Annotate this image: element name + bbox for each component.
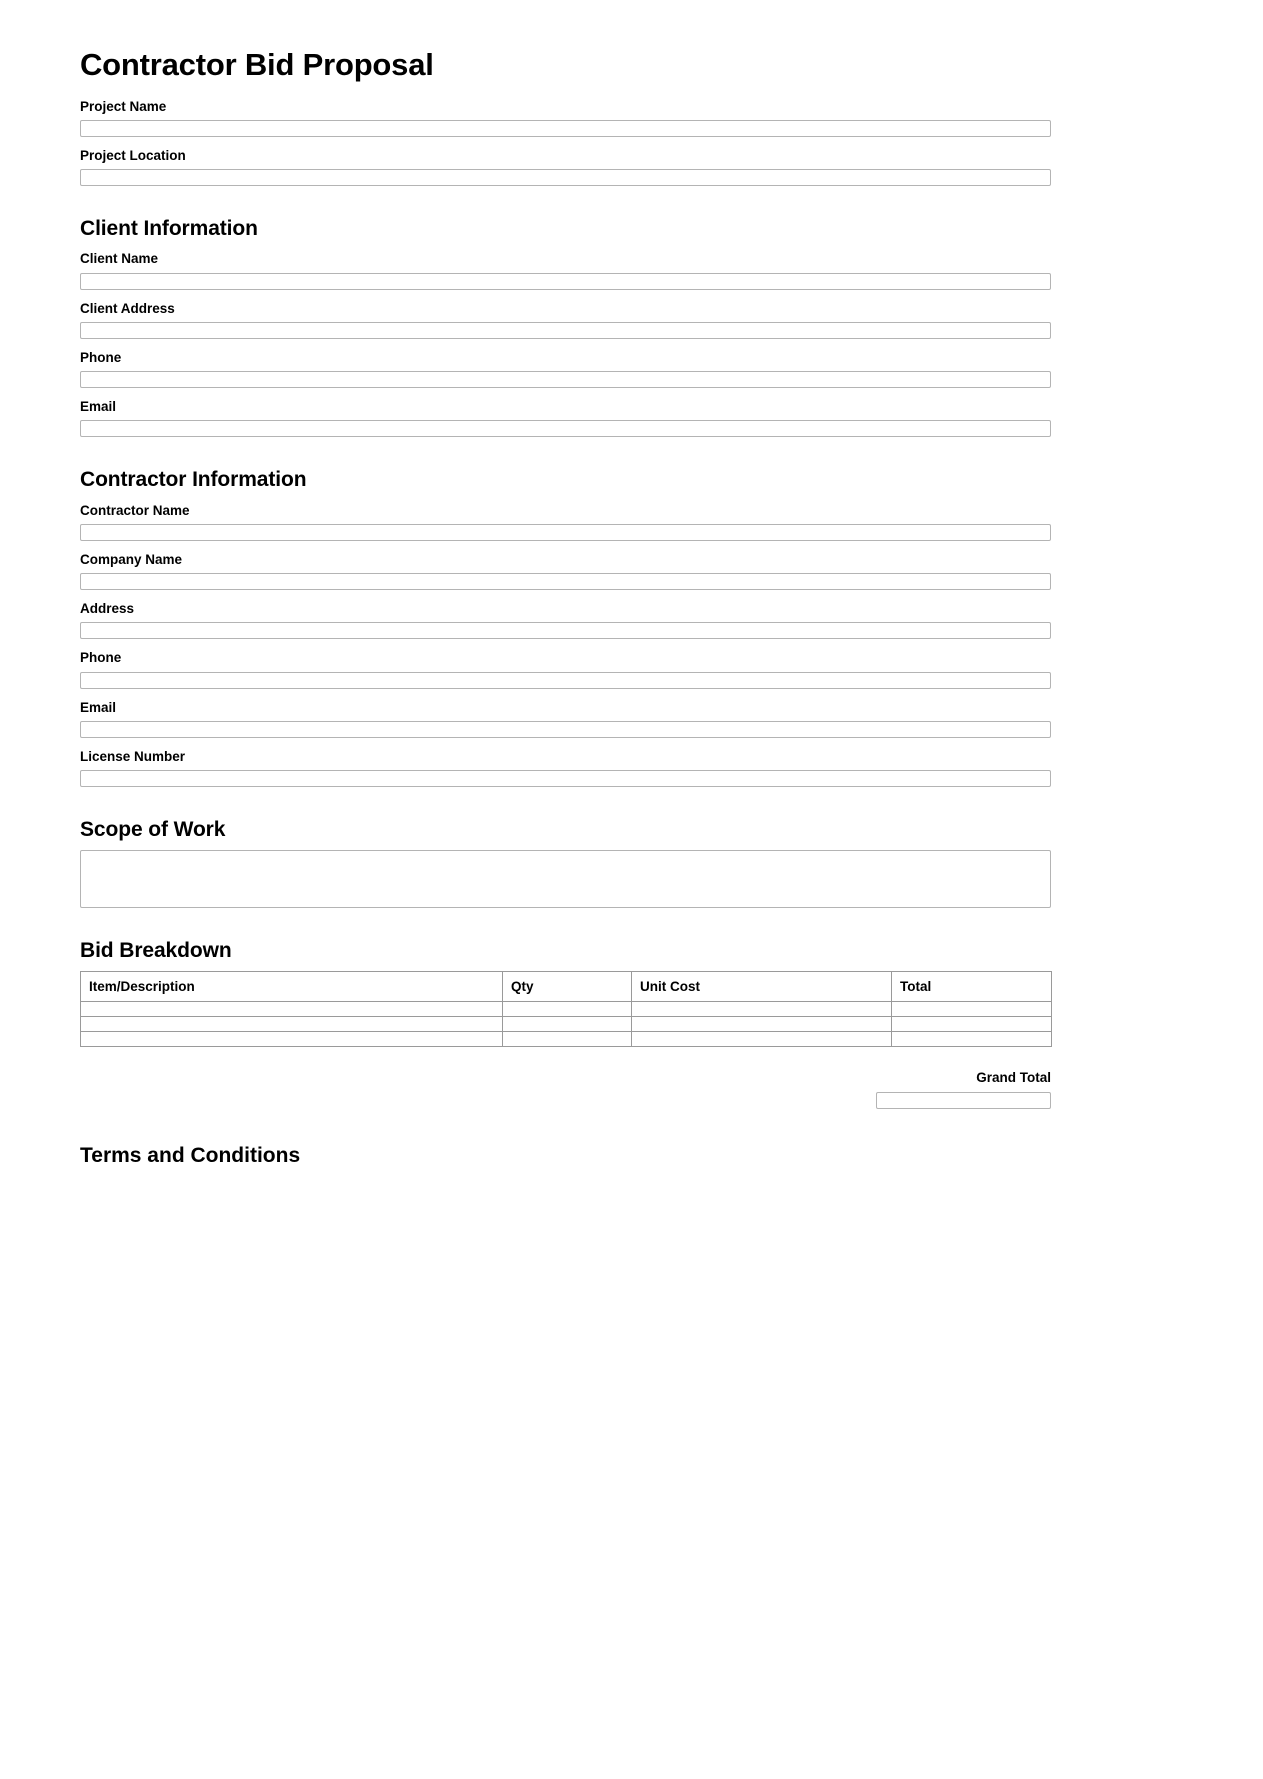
field-client-address [80, 299, 1183, 339]
field-license-number [80, 747, 1183, 787]
table-row [81, 1017, 1052, 1032]
cell-qty[interactable] [503, 1002, 632, 1017]
license-number-input[interactable] [80, 770, 1051, 787]
cell-item[interactable] [81, 1032, 503, 1047]
field-project-name [80, 97, 1183, 137]
column-header-qty: Qty [503, 972, 632, 1002]
field-client-email [80, 397, 1183, 437]
client-information-section [80, 249, 1183, 437]
field-label: Client Name [80, 251, 159, 267]
field-label: Contractor Name [80, 502, 190, 518]
cell-total[interactable] [892, 1002, 1052, 1017]
grand-total-input[interactable] [876, 1092, 1051, 1109]
table-row [81, 1032, 1052, 1047]
cell-unit-cost[interactable] [632, 1032, 892, 1047]
project-section [80, 97, 1183, 187]
bid-breakdown-table [80, 971, 1052, 1047]
field-client-phone [80, 348, 1183, 388]
contractor-phone-input[interactable] [80, 672, 1051, 689]
project-location-input[interactable] [80, 169, 1051, 186]
field-company-name [80, 550, 1183, 590]
contractor-name-input[interactable] [80, 524, 1051, 541]
section-title-terms-and-conditions: Terms and Conditions [80, 1144, 301, 1168]
section-title-client-information: Client Information [80, 217, 258, 241]
section-title-scope-of-work: Scope of Work [80, 818, 226, 842]
client-email-input[interactable] [80, 420, 1051, 437]
field-project-location [80, 146, 1183, 186]
cell-total[interactable] [892, 1032, 1052, 1047]
field-contractor-name [80, 501, 1183, 541]
field-label: Company Name [80, 551, 183, 567]
field-label: License Number [80, 748, 186, 764]
company-name-input[interactable] [80, 573, 1051, 590]
client-name-input[interactable] [80, 273, 1051, 290]
cell-item[interactable] [81, 1017, 503, 1032]
column-header-item-description: Item/Description [81, 972, 503, 1002]
cell-qty[interactable] [503, 1017, 632, 1032]
field-label: Phone [80, 349, 122, 365]
field-label: Address [80, 601, 135, 617]
field-label: Client Address [80, 300, 175, 316]
field-contractor-phone [80, 648, 1183, 688]
field-label: Project Name [80, 98, 167, 114]
cell-unit-cost[interactable] [632, 1017, 892, 1032]
section-title-contractor-information: Contractor Information [80, 468, 307, 492]
cell-item[interactable] [81, 1002, 503, 1017]
field-contractor-email [80, 698, 1183, 738]
project-name-input[interactable] [80, 120, 1051, 137]
field-contractor-address [80, 599, 1183, 639]
field-label: Phone [80, 650, 122, 666]
client-phone-input[interactable] [80, 371, 1051, 388]
table-header-row [81, 972, 1052, 1002]
document-content [80, 47, 1183, 1168]
field-label: Email [80, 699, 117, 715]
contractor-information-section [80, 501, 1183, 788]
page-title: Contractor Bid Proposal [80, 47, 434, 82]
grand-total-label: Grand Total [976, 1070, 1051, 1086]
cell-qty[interactable] [503, 1032, 632, 1047]
field-label: Project Location [80, 147, 186, 163]
client-address-input[interactable] [80, 322, 1051, 339]
column-header-unit-cost: Unit Cost [632, 972, 892, 1002]
field-client-name [80, 249, 1183, 289]
contractor-address-input[interactable] [80, 622, 1051, 639]
contractor-email-input[interactable] [80, 721, 1051, 738]
field-label: Email [80, 399, 117, 415]
column-header-total: Total [892, 972, 1052, 1002]
scope-of-work-textarea[interactable] [80, 850, 1051, 908]
cell-total[interactable] [892, 1017, 1052, 1032]
cell-unit-cost[interactable] [632, 1002, 892, 1017]
grand-total-group [80, 1069, 1051, 1109]
section-title-bid-breakdown: Bid Breakdown [80, 939, 232, 963]
table-row [81, 1002, 1052, 1017]
